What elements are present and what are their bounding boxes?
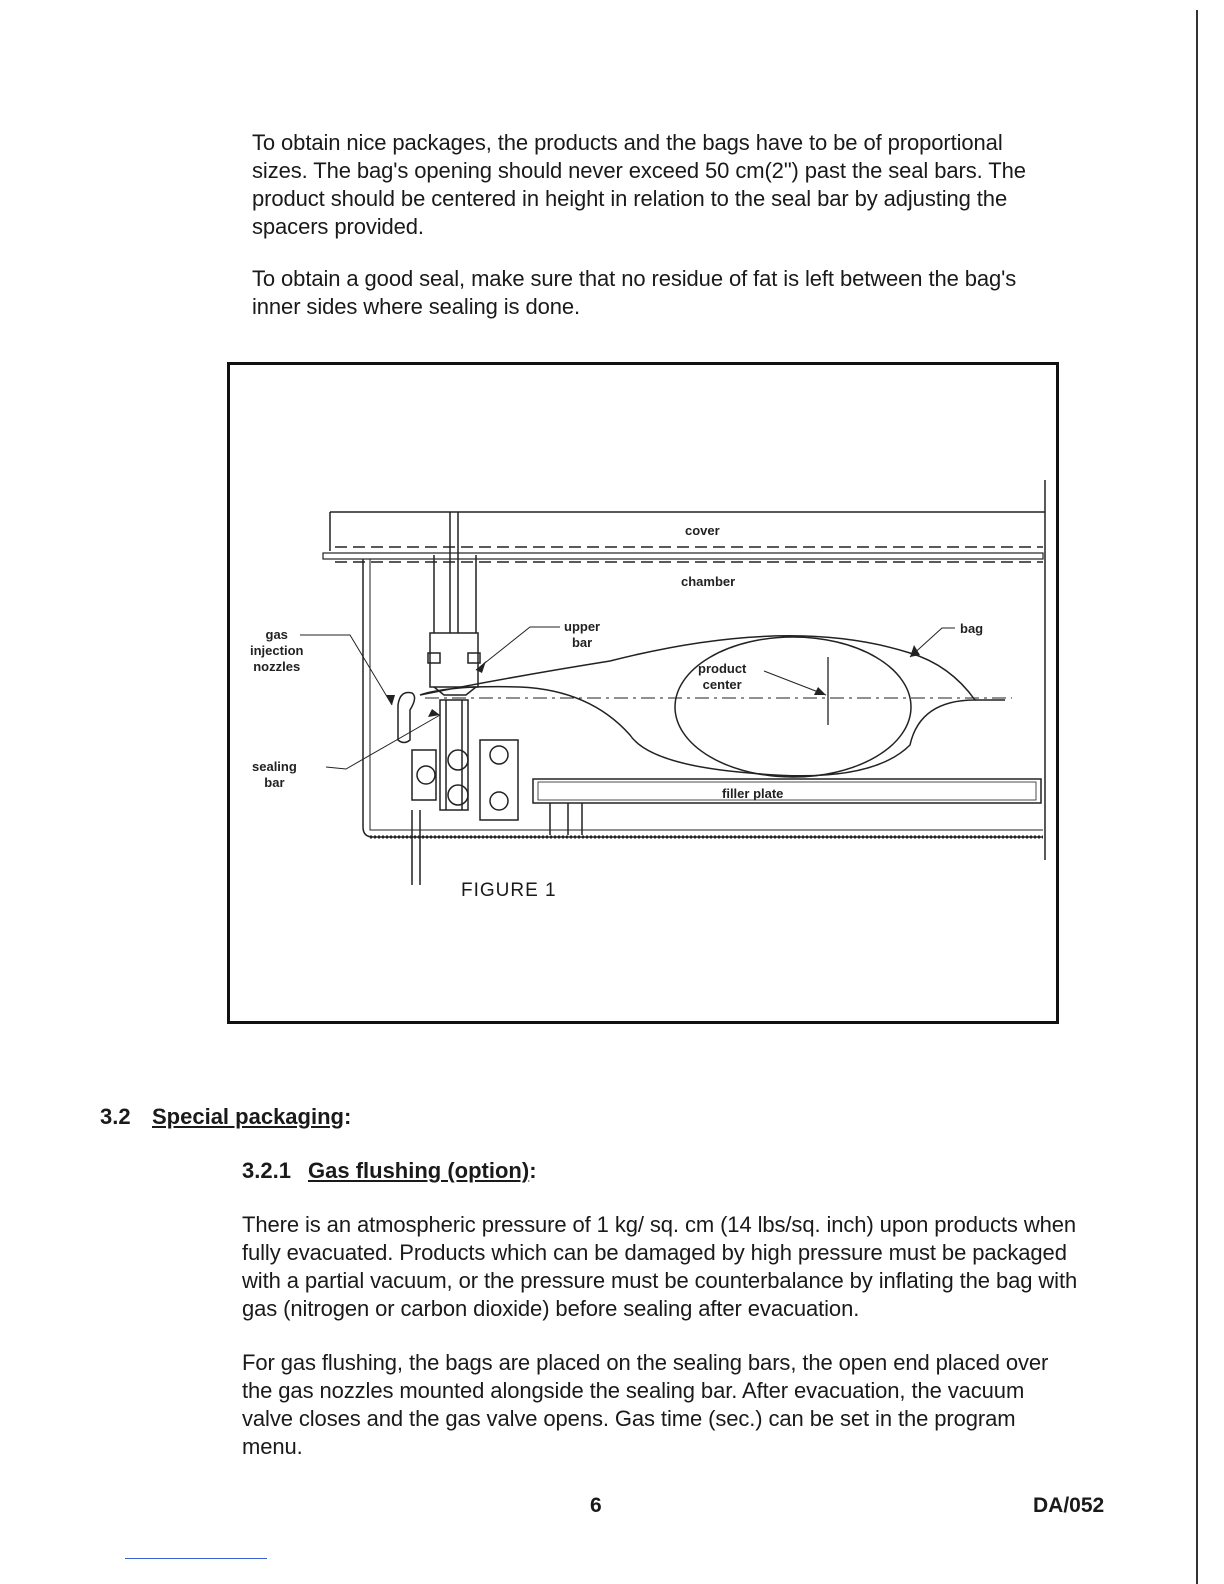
upper-bar-stem — [434, 512, 476, 633]
upper-bar-head — [430, 633, 478, 687]
body-paragraph-atmospheric-pressure: There is an atmospheric pressure of 1 kg/ sq. cm (14 lbs/sq. inch) upon products when fully evacuated. Products which can be damaged by high pressure must be packaged with a partial vacuum, or the pressure must be counterbalance by inflating the bag with gas (nitrogen or carbon dioxide) before sealing after evacuation. — [242, 1212, 1078, 1321]
leader-sealing-bar — [326, 715, 440, 769]
figure-1-frame — [227, 362, 1059, 1024]
subsection-suffix: : — [529, 1158, 537, 1183]
intro-paragraph-proportional-sizes: To obtain nice packages, the products and the bags have to be of proportional sizes. The bag's opening should never exceed 50 cm(2") past the seal bars. The product should be centered in height in relation to the seal bar by adjusting the spacers provided. — [252, 130, 1026, 239]
section-title: Special packaging — [152, 1104, 344, 1129]
subsection-title: Gas flushing (option) — [308, 1158, 530, 1183]
section-suffix: : — [343, 1104, 352, 1129]
label-gas-injection-nozzles: gas injection nozzles — [250, 627, 304, 674]
cover-flange — [323, 553, 1043, 559]
label-sealing-bar: sealing bar — [252, 759, 297, 790]
figure-caption: FIGURE 1 — [461, 880, 557, 901]
document-id: DA/052 — [1033, 1494, 1105, 1517]
chamber-wall-inner — [370, 559, 1043, 830]
label-filler-plate: filler plate — [722, 786, 784, 801]
label-cover: cover — [685, 523, 720, 538]
gas-nozzle — [398, 693, 415, 743]
subsection-number: 3.2.1 — [242, 1158, 291, 1183]
subsection-heading-gas-flushing — [242, 1157, 537, 1185]
intro-paragraph-good-seal: To obtain a good seal, make sure that no residue of fat is left between the bag's inner sides where sealing is done. — [252, 266, 1017, 319]
filler-plate-rect — [533, 779, 1041, 803]
section-heading-special-packaging — [100, 1103, 351, 1131]
page-number: 6 — [590, 1494, 602, 1517]
label-bag: bag — [960, 621, 984, 636]
label-product-center: product center — [698, 661, 747, 692]
bottom-line — [125, 1558, 267, 1559]
label-upper-bar: upper bar — [564, 619, 601, 650]
bag-outline — [420, 636, 975, 776]
body-paragraph-gas-flushing: For gas flushing, the bags are placed on the sealing bars, the open end placed over the gas nozzles mounted alongside the sealing bar. After evacuation, the vacuum valve closes and the gas valve opens. Gas time (sec.) can be set in the program menu. — [242, 1350, 1049, 1459]
section-number: 3.2 — [100, 1104, 131, 1129]
product-outline — [675, 637, 911, 777]
sealing-bar-body — [440, 700, 468, 810]
leader-gas-nozzles — [300, 635, 392, 705]
right-margin-rule — [1196, 10, 1198, 1584]
label-chamber: chamber — [681, 574, 736, 589]
vacuum-chamber-diagram — [230, 365, 1056, 1021]
sealing-bar-stem — [412, 810, 420, 885]
leader-upper-bar — [476, 627, 560, 670]
